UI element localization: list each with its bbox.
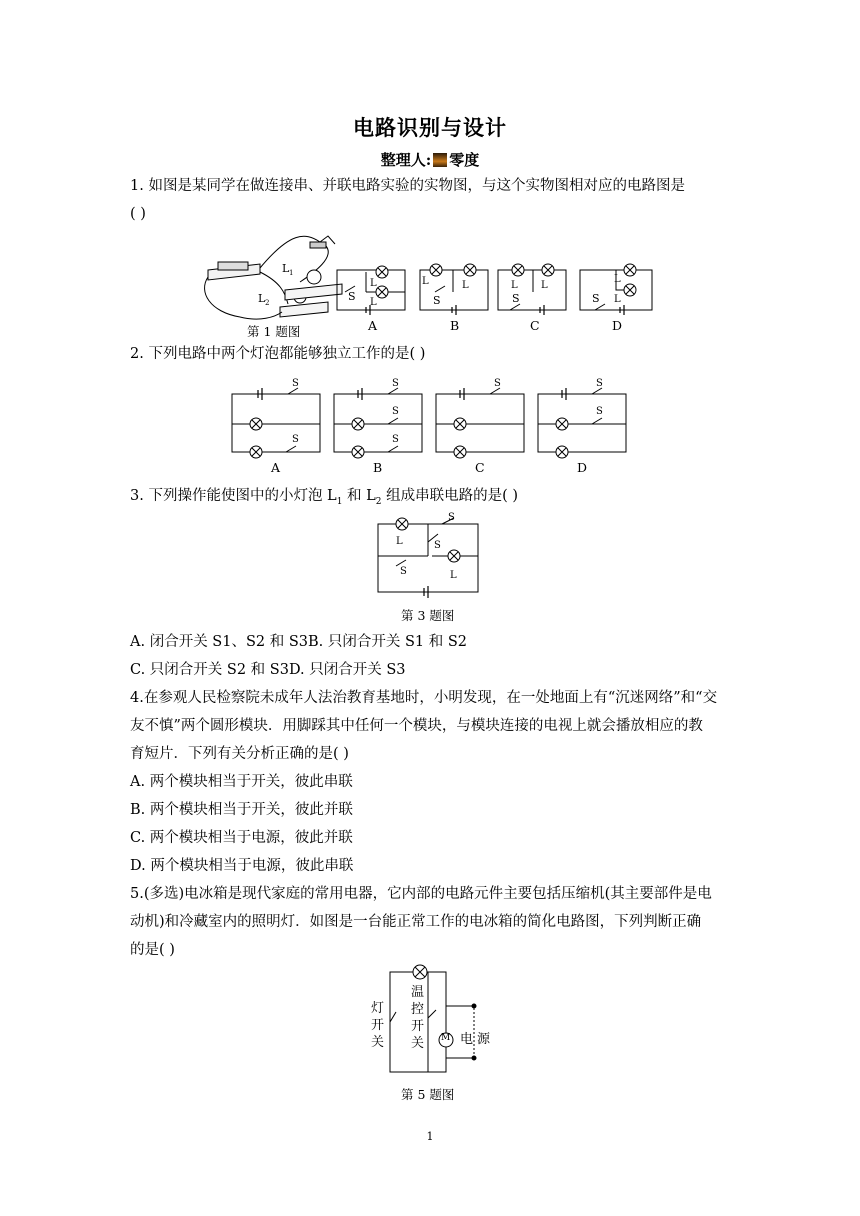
q1-option-label-d: D [612, 318, 623, 333]
q5-caption: 第 5 题图 [401, 1087, 455, 1102]
q2-circuit-d [538, 378, 626, 458]
q1-circuit-a [337, 266, 405, 315]
q1-apparatus-picture [205, 236, 342, 319]
q5-text-line2: 动机)和冷藏室内的照明灯．如图是一台能正常工作的电冰箱的简化电路图，下列判断正确 [130, 914, 702, 930]
q5-label-motor: M [441, 1033, 451, 1043]
svg-text:L: L [614, 294, 621, 305]
q1-text-line2: ( ) [130, 206, 146, 222]
q2-circuit-b [334, 378, 422, 458]
page-number: 1 [426, 1130, 434, 1143]
q4-option-b: B. 两个模块相当于开关，彼此并联 [130, 802, 353, 818]
svg-text:S: S [292, 434, 299, 445]
q4-option-d: D. 两个模块相当于电源，彼此串联 [130, 858, 354, 874]
q4-text-line1: 4.在参观人民检察院未成年人法治教育基地时，小明发现，在一处地面上有“沉迷网络”和“交 [130, 690, 718, 706]
q1-circuit-d [580, 264, 652, 315]
svg-text:S: S [512, 292, 520, 305]
q1-option-label-b: B [450, 318, 460, 333]
svg-text:S: S [392, 434, 399, 445]
svg-text:L: L [396, 536, 403, 547]
q4-text-line3: 育短片．下列有关分析正确的是( ) [130, 746, 349, 762]
q1-figure [200, 222, 660, 334]
svg-text:S: S [400, 566, 407, 577]
svg-text:S: S [434, 540, 441, 551]
svg-text:1: 1 [289, 269, 294, 277]
svg-text:S: S [348, 290, 356, 303]
q2-text-line1: 2. 下列电路中两个灯泡都能够独立工作的是( ) [130, 346, 426, 362]
q5-label-lamp-switch: 灯开关 [371, 1001, 385, 1050]
author-name: 零度 [449, 151, 480, 169]
q2-option-label-a: A [271, 460, 281, 475]
q5-figure [366, 962, 496, 1082]
document-title: 电路识别与设计 [353, 115, 507, 140]
q4-option-c: C. 两个模块相当于电源，彼此并联 [130, 830, 353, 846]
svg-text:S: S [592, 292, 600, 305]
q2-option-label-d: D [577, 460, 588, 475]
q5-text-line3: 的是( ) [130, 942, 175, 958]
q1-text-line1: 1. 如图是某同学在做连接串、并联电路实验的实物图，与这个实物图相对应的电路图是 [130, 178, 685, 194]
svg-text:L: L [511, 280, 518, 291]
q2-circuit-a [232, 378, 320, 458]
svg-text:S: S [448, 512, 455, 523]
svg-text:S: S [494, 378, 501, 389]
q3-options-cd: C. 只闭合开关 S2 和 S3D. 只闭合开关 S3 [130, 662, 406, 678]
q1-circuit-b [420, 264, 488, 315]
q2-option-label-b: B [373, 460, 383, 475]
svg-text:S: S [392, 378, 399, 389]
q4-option-a: A. 两个模块相当于开关，彼此串联 [130, 774, 353, 790]
svg-text:S: S [292, 378, 299, 389]
svg-text:L: L [462, 280, 469, 291]
q3-caption: 第 3 题图 [401, 608, 455, 623]
svg-text:L: L [450, 570, 457, 581]
q3-options-ab: A. 闭合开关 S1、S2 和 S3B. 只闭合开关 S1 和 S2 [130, 634, 468, 650]
q2-circuit-c [436, 378, 524, 458]
q1-caption: 第 1 题图 [247, 324, 301, 339]
q1-circuit-c [498, 264, 566, 315]
q1-option-label-a: A [368, 318, 378, 333]
q2-figure [228, 374, 632, 462]
q5-text-line1: 5.(多选)电冰箱是现代家庭的常用电器，它内部的电路元件主要包括压缩机(其主要部件是电 [130, 886, 712, 902]
svg-text:L: L [370, 278, 377, 289]
q1-option-label-c: C [530, 318, 540, 333]
author-label: 整理人: [380, 151, 432, 169]
svg-text:S: S [596, 406, 603, 417]
svg-text:S: S [596, 378, 603, 389]
svg-text:L: L [422, 276, 429, 287]
q3-figure [372, 508, 484, 600]
q2-option-label-c: C [475, 460, 485, 475]
q3-text-line1: 3. 下列操作能使图中的小灯泡 $L_1$ 和 $L_2$ 组成串联电路的是( ) [130, 488, 519, 507]
q5-label-power: 电源 [460, 1032, 495, 1047]
svg-text:S: S [392, 406, 399, 417]
svg-text:L: L [258, 292, 266, 305]
q5-label-temp-switch: 温控开关 [411, 985, 425, 1051]
svg-text:S: S [433, 294, 441, 307]
svg-text:L: L [614, 274, 621, 285]
svg-text:L: L [282, 262, 290, 275]
svg-text:2: 2 [265, 299, 270, 307]
svg-text:L: L [370, 297, 377, 308]
author-avatar-icon [433, 153, 447, 167]
svg-text:L: L [541, 280, 548, 291]
author-line [0, 149, 860, 170]
q4-text-line2: 友不慎”两个圆形模块．用脚踩其中任何一个模块，与模块连接的电视上就会播放相应的教 [130, 718, 703, 734]
